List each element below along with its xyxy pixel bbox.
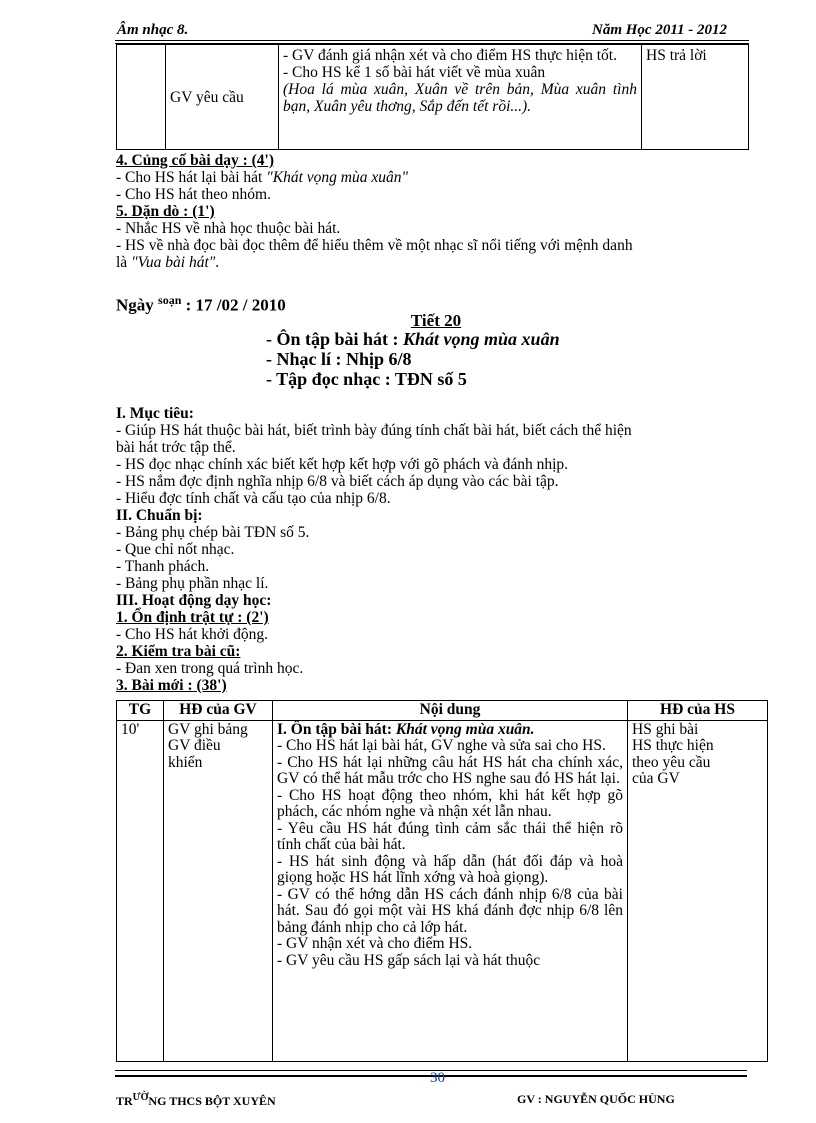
hs-line: theo yêu cầu: [632, 753, 711, 771]
text-fragment: I. Ôn tập bài hát:: [277, 720, 396, 738]
nickname: "Vua bài hát": [131, 254, 216, 271]
text-fragment: .: [215, 254, 220, 271]
cell-tg: 10': [117, 720, 164, 1061]
content-item: - Cho HS hoạt động theo nhóm, khi hát kết hợp gõ phách, các nhóm nghe và nhận xét lẫn nhau.: [277, 786, 623, 820]
content-item: - HS hát sinh động và hấp dẫn (hát đối đáp và hoà giọng hoặc HS hát lĩnh xớng và hoà giọng).: [277, 852, 623, 886]
col-header-tg: TG: [117, 701, 164, 721]
text-line: - Bảng phụ chép bài TĐN số 5.: [116, 524, 310, 541]
lesson-number: [116, 311, 756, 331]
content-item: - Yêu cầu HS hát đúng tình cảm sắc thái thể hiện rõ tính chất của bài hát.: [277, 819, 623, 853]
header-rule: [115, 40, 749, 41]
text-line: - Cho HS hát khởi động.: [116, 626, 269, 643]
lesson-topic-2: - Nhạc lí : Nhịp 6/8: [266, 349, 412, 369]
col-header-content: Nội dung: [273, 701, 628, 721]
header-subject: Âm nhạc 8.: [117, 22, 189, 38]
text-line: [116, 169, 756, 186]
subsection-3: 3. Bài mới : (38'): [116, 677, 227, 694]
text-line: - HS về nhà đọc bài đọc thêm để hiểu thêm về một nhạc sĩ nổi tiếng với mệnh danh: [116, 237, 633, 254]
song-title: Khát vọng mùa xuân.: [395, 720, 535, 738]
subsection-heading: [116, 643, 756, 660]
subsection-heading: [116, 609, 756, 626]
text-line: - Thanh phách.: [116, 558, 210, 575]
content-line: - Cho HS kể 1 số bài hát viết về mùa xuân: [283, 64, 546, 81]
content-item: - Cho HS hát lại bài hát, GV nghe và sửa sai cho HS.: [277, 737, 606, 754]
subsection-2: 2. Kiểm tra bài cũ:: [116, 643, 241, 660]
table-row: [117, 45, 749, 150]
subsection-1: 1. Ổn định trật tự : (2'): [116, 609, 269, 626]
table-row: [117, 720, 768, 1061]
text-fragment: là: [116, 254, 132, 271]
content-item: - Cho HS hát lại những câu hát HS hát cha chính xác, GV có thể hát mẫu trớc cho HS nghe sau đó HS hát lại.: [277, 753, 623, 787]
text-line: - HS nắm đợc định nghĩa nhịp 6/8 và biết cách áp dụng vào các bài tập.: [116, 473, 559, 490]
hs-line: của GV: [632, 770, 680, 787]
content-item: - GV có thể hớng dẫn HS cách đánh nhịp 6/8 của bài hát. Sau đó gọi một vài HS khá đánh đợc nhịp 6/8 lên bảng đánh nhịp cho cả lớp hát.: [277, 885, 623, 936]
song-examples: (Hoa lá mùa xuân, Xuân về trên bản, Mùa xuân tình bạn, Xuân yêu thơng, Sắp đến tết rồi...).: [283, 81, 637, 115]
hs-line: HS thực hiện: [632, 737, 714, 754]
table-cell-empty: [117, 45, 166, 150]
text-line: - Đan xen trong quá trình học.: [116, 660, 304, 677]
section-heading: III. Hoạt động dạy học:: [116, 592, 272, 609]
gv-line: GV điều: [168, 737, 221, 754]
page-number: 30: [430, 1070, 445, 1086]
section-heading: [116, 152, 756, 169]
text-fragment: NG THCS BỘT XUYÊN: [148, 1094, 276, 1108]
cell-hs: [628, 720, 768, 1061]
text-line: - Que chỉ nốt nhạc.: [116, 541, 235, 558]
col-header-hs: HĐ của HS: [628, 701, 768, 721]
text-line: bài hát trớc tập thể.: [116, 439, 236, 456]
content-heading: [277, 722, 623, 739]
song-title: Khát vọng mùa xuân: [403, 329, 560, 349]
lesson-topic-3: - Tập đọc nhạc : TĐN số 5: [266, 369, 467, 389]
footer-school: [116, 1092, 276, 1109]
header-school-year: Năm Học 2011 - 2012: [592, 22, 727, 38]
continued-table: [116, 44, 749, 150]
section-5-heading: 5. Dặn dò : (1'): [116, 203, 215, 220]
content-item: - GV yêu cầu HS gấp sách lại và hát thuộc: [277, 951, 541, 969]
subsection-heading: [116, 677, 756, 694]
section-heading: [116, 203, 756, 220]
gv-line: khiển: [168, 753, 203, 771]
text-fragment: - Cho HS hát lại bài hát: [116, 169, 267, 186]
footer-teacher: GV : NGUYỄN QUỐC HÙNG: [517, 1092, 675, 1106]
gv-line: GV ghi bảng: [168, 720, 248, 738]
section-heading: II. Chuẩn bị:: [116, 507, 203, 524]
text-line: - Bảng phụ phần nhạc lí.: [116, 575, 269, 592]
content-item: - GV nhận xét và cho điểm HS.: [277, 935, 473, 952]
cell-content: [273, 720, 628, 1061]
lesson-title: Tiết 20: [410, 311, 462, 330]
hs-line: HS ghi bài: [632, 720, 699, 738]
text-line: - HS đọc nhạc chính xác biết kết hợp kết hợp với gõ phách và đánh nhịp.: [116, 456, 569, 473]
content-line: - GV đánh giá nhận xét và cho điểm HS thực hiện tốt.: [283, 47, 617, 64]
section-4-heading: 4. Củng cố bài dạy : (4'): [116, 152, 275, 169]
text-fragment: ƯỜ: [132, 1092, 149, 1103]
table-header-row: [117, 701, 768, 721]
text-fragment: - Ôn tập bài hát :: [266, 329, 404, 349]
col-header-gv: HĐ của GV: [164, 701, 273, 721]
table-cell-gv: GV yêu cầu: [166, 45, 279, 150]
text-line: - Nhắc HS về nhà học thuộc bài hát.: [116, 220, 341, 237]
section-heading: I. Mục tiêu:: [116, 405, 194, 422]
text-fragment: TR: [116, 1094, 133, 1108]
lesson-topic-1: [266, 329, 560, 349]
table-cell-content: [279, 45, 642, 150]
text-line: - Hiểu đợc tính chất và cấu tạo của nhịp 6/8.: [116, 490, 391, 507]
cell-gv: [164, 720, 273, 1061]
song-title: "Khát vọng mùa xuân": [266, 169, 408, 186]
date-sup: soạn: [158, 293, 182, 307]
date-label: Ngày: [116, 295, 154, 315]
date-value: : 17 /02 / 2010: [185, 295, 286, 315]
table-cell-hs: HS trả lời: [642, 45, 749, 150]
text-line: - Cho HS hát theo nhóm.: [116, 186, 271, 203]
text-line: - Giúp HS hát thuộc bài hát, biết trình bày đúng tính chất bài hát, biết cách thể hiện: [116, 422, 632, 439]
lesson-table: [116, 700, 768, 1062]
text-line: [116, 254, 756, 271]
